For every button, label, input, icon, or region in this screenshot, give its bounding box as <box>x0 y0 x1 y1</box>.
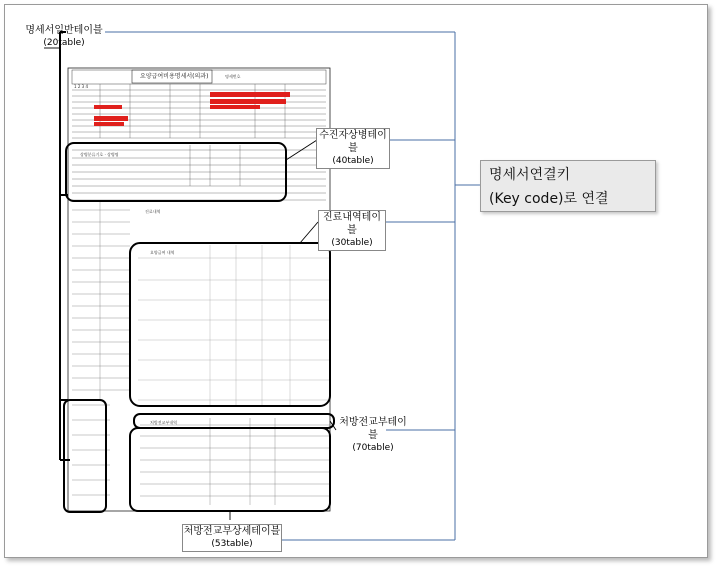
key-code-callout <box>480 160 656 212</box>
svg-text:상병분류기호 · 상병명: 상병분류기호 · 상병명 <box>80 152 119 157</box>
label-prescription-table: 처방전교부테이블 (70table) <box>339 417 407 453</box>
key-code-subtitle: (Key code)로 연결 <box>489 191 609 207</box>
form-title: 요양급여비용명세서(의과) <box>140 73 209 80</box>
svg-text:진료내역: 진료내역 <box>145 209 161 214</box>
label-treatment-table: 진료내역테이블 (30table) <box>318 210 386 251</box>
svg-text:1 2 3 4: 1 2 3 4 <box>74 84 88 89</box>
label-recipient-table: 수진자상병테이블 (40table) <box>316 128 390 169</box>
key-code-title: 명세서연결키 <box>489 167 571 183</box>
label-general-table: 명세서일반테이블 (20table) <box>25 25 103 48</box>
svg-text:요양급여 내역: 요양급여 내역 <box>150 250 175 255</box>
claim-form-document <box>68 68 330 511</box>
label-prescription-detail-table: 처방전교부상세테이블 (53table) <box>182 524 282 552</box>
svg-text:처방전교부내역: 처방전교부내역 <box>150 420 178 425</box>
svg-text:명세번호: 명세번호 <box>225 74 241 79</box>
